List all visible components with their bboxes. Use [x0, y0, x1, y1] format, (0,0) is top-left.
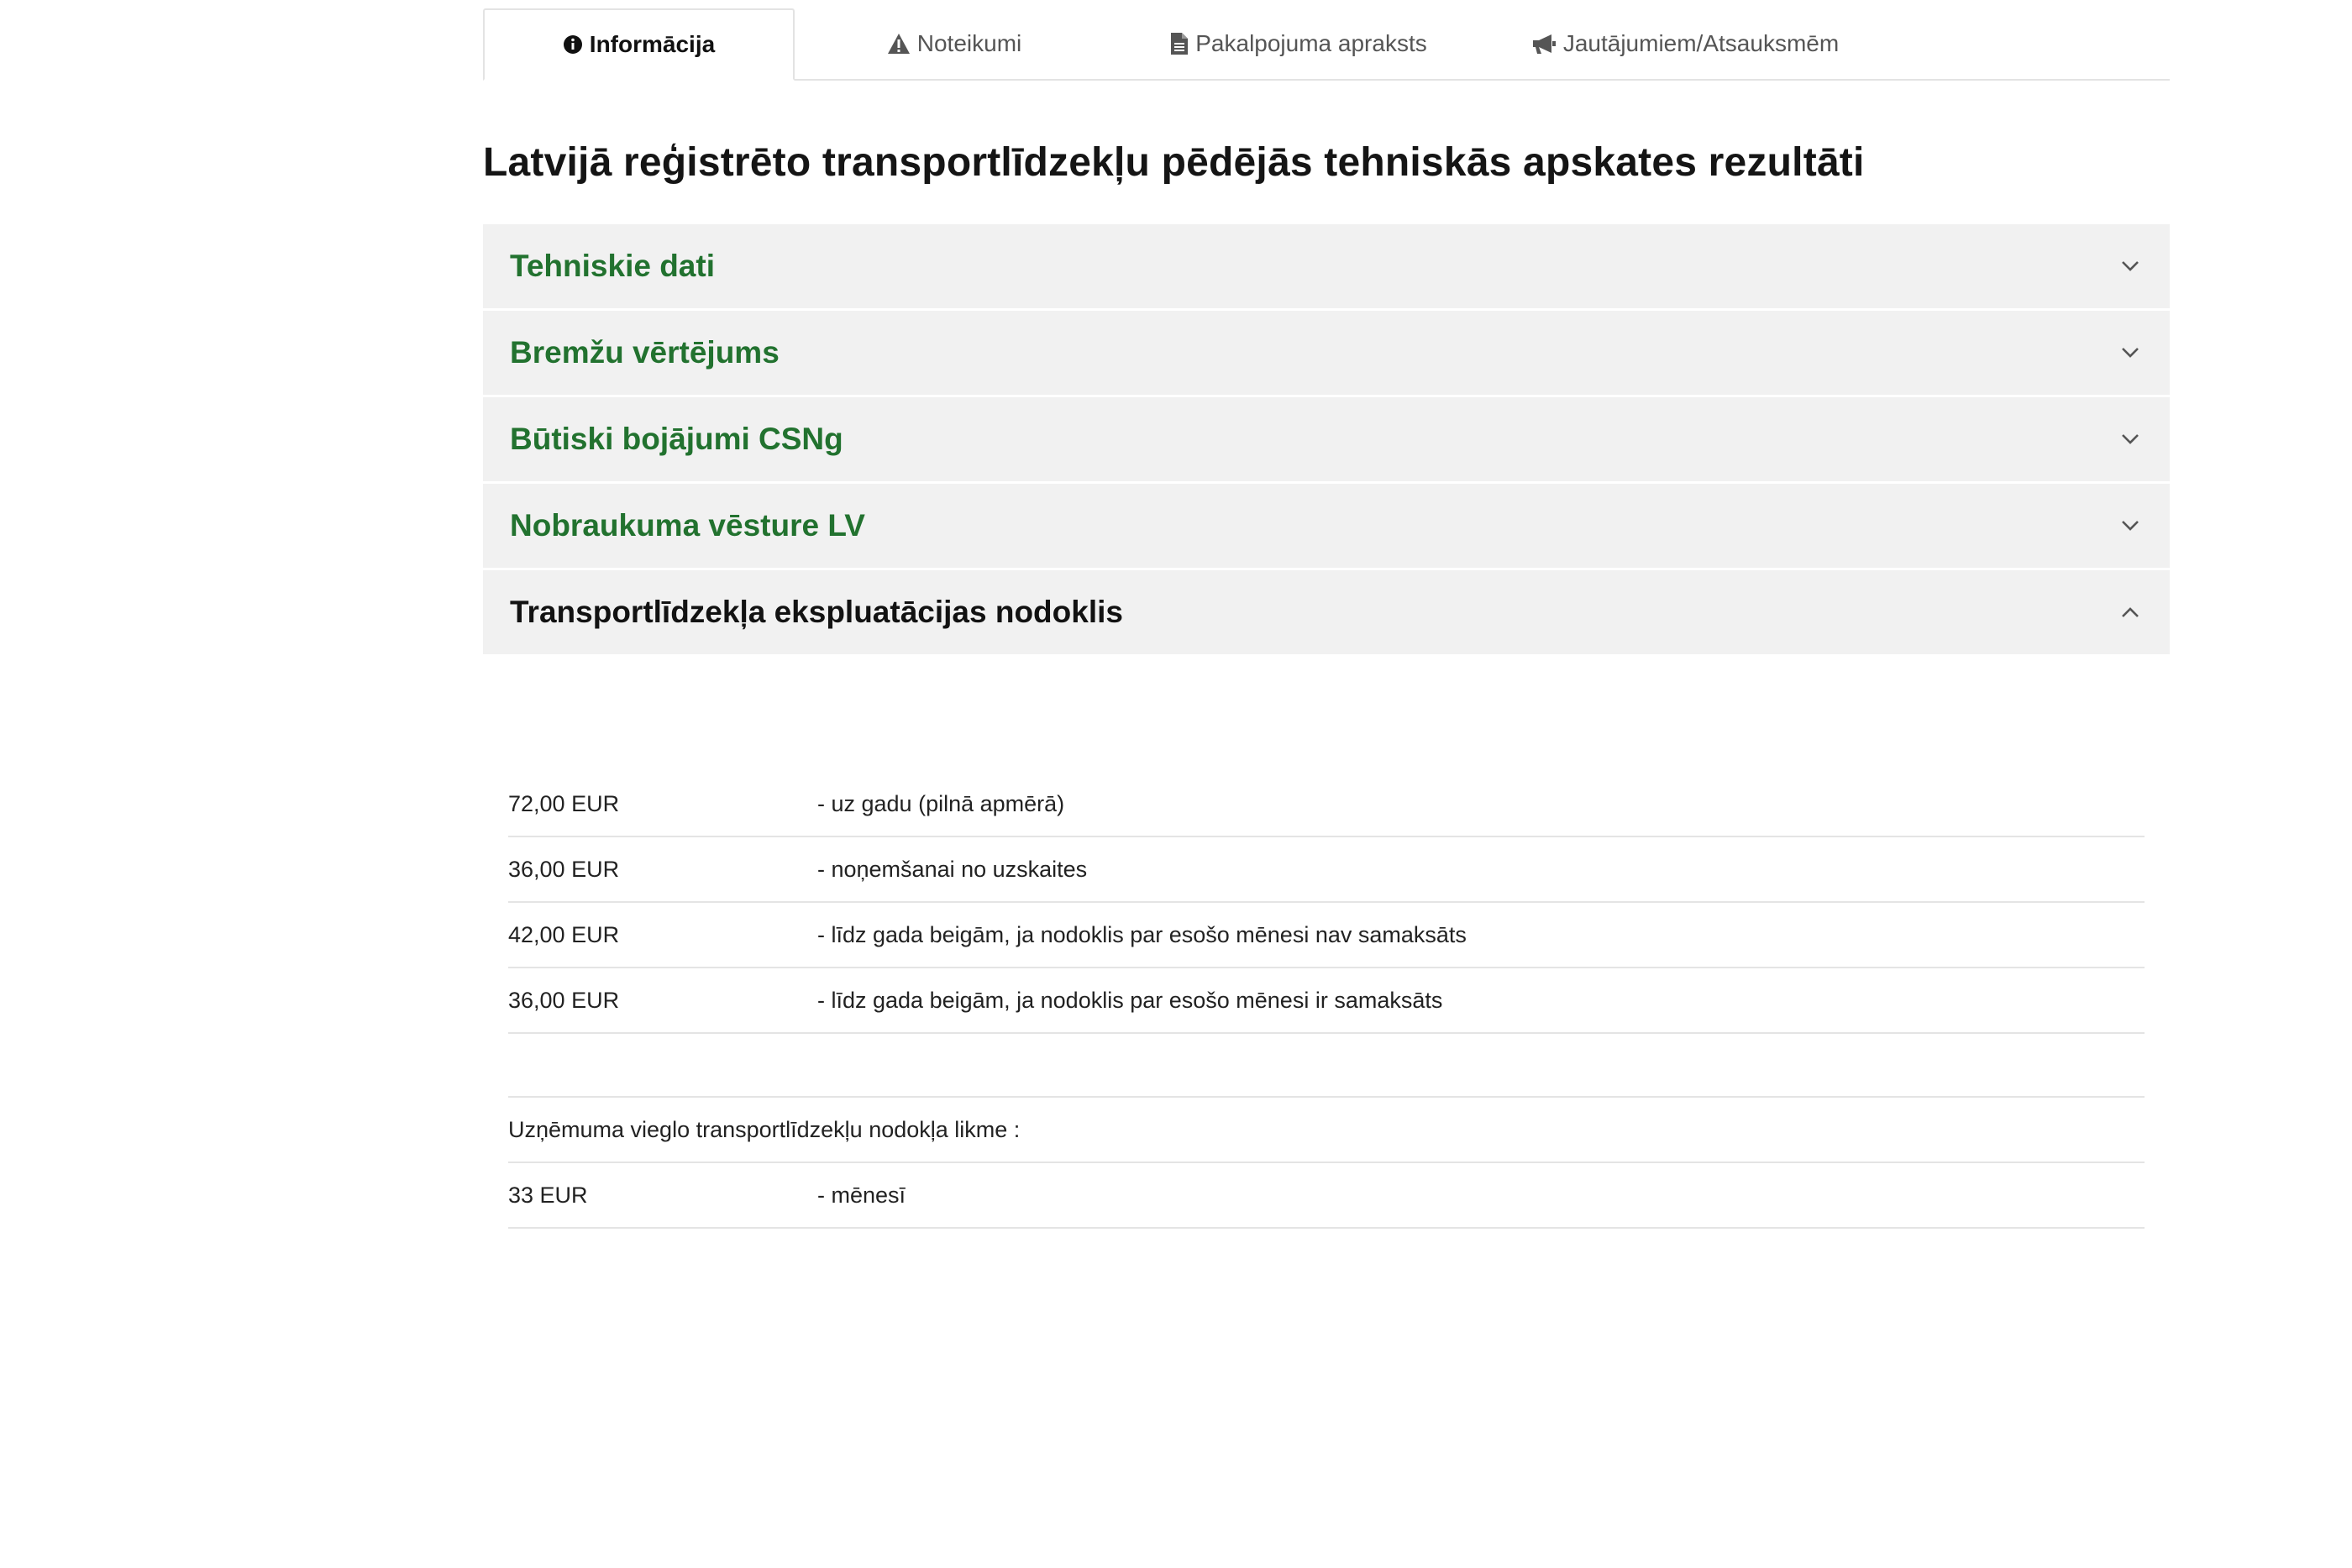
tab-label: Pakalpojuma apraksts: [1195, 30, 1427, 56]
tax-row: [508, 903, 2145, 968]
tab-bar: [483, 8, 2170, 81]
tax-amount: 36,00 EUR: [508, 987, 620, 1013]
accordion-item-tehniskie-dati[interactable]: [483, 224, 2170, 308]
accordion-label: Tehniskie dati: [510, 249, 715, 283]
tab-label: Noteikumi: [916, 30, 1022, 56]
accordion-item-bremzu-vertejums[interactable]: [483, 311, 2170, 395]
accordion-item-ekspluatacijas-nodoklis[interactable]: [483, 570, 2170, 654]
accordion-label: Nobraukuma vēsture LV: [510, 508, 865, 543]
chevron-up-icon: [2121, 606, 2139, 618]
warning-icon: [887, 33, 911, 55]
accordion-label: Transportlīdzekļa ekspluatācijas nodoklis: [510, 595, 1123, 629]
tax-row: [508, 968, 2145, 1034]
tab-pakalpojuma-apraksts[interactable]: [1114, 8, 1483, 79]
table-spacer: [508, 1034, 2145, 1098]
tab-jautajumiem-atsauksmem[interactable]: [1483, 8, 1887, 79]
tab-informacija[interactable]: [483, 8, 795, 81]
accordion-label: Būtiski bojājumi CSNg: [510, 422, 843, 456]
megaphone-icon: [1531, 33, 1557, 55]
chevron-down-icon: [2121, 520, 2139, 532]
tax-row: [508, 837, 2145, 903]
tab-noteikumi[interactable]: [795, 8, 1114, 79]
tax-description: - uz gadu (pilnā apmērā): [817, 790, 1065, 816]
tax-amount: 42,00 EUR: [508, 921, 620, 947]
tax-amount: 72,00 EUR: [508, 790, 620, 816]
tax-amount: 36,00 EUR: [508, 856, 620, 882]
tab-label: Jautājumiem/Atsauksmēm: [1562, 30, 1840, 56]
tax-panel: [483, 772, 2170, 1229]
tax-description: - līdz gada beigām, ja nodoklis par esošo mēnesi nav samaksāts: [817, 921, 1467, 947]
accordion-label: Bremžu vērtējums: [510, 335, 780, 370]
chevron-down-icon: [2121, 260, 2139, 272]
company-tax-row: [508, 1163, 2145, 1229]
accordion-item-butiski-bojajumi[interactable]: [483, 397, 2170, 481]
tab-label: Informācija: [589, 31, 716, 57]
tax-description: - līdz gada beigām, ja nodoklis par esošo mēnesi ir samaksāts: [817, 987, 1443, 1013]
tax-description: - noņemšanai no uzskaites: [817, 856, 1088, 882]
company-tax-label: Uzņēmuma vieglo transportlīdzekļu nodokļa likme :: [508, 1098, 2145, 1163]
tax-row: [508, 772, 2145, 837]
chevron-down-icon: [2121, 433, 2139, 445]
info-circle-icon: [563, 34, 583, 55]
page-title: Latvijā reģistrēto transportlīdzekļu pēdējās tehniskās apskates rezultāti: [483, 140, 1865, 185]
page-container: [483, 8, 2170, 1229]
document-icon: [1170, 32, 1189, 55]
tax-amount: 33 EUR: [508, 1182, 588, 1208]
tax-description: - mēnesī: [817, 1182, 906, 1208]
accordion: [483, 224, 2170, 654]
accordion-item-nobraukuma-vesture[interactable]: [483, 484, 2170, 568]
chevron-down-icon: [2121, 347, 2139, 359]
